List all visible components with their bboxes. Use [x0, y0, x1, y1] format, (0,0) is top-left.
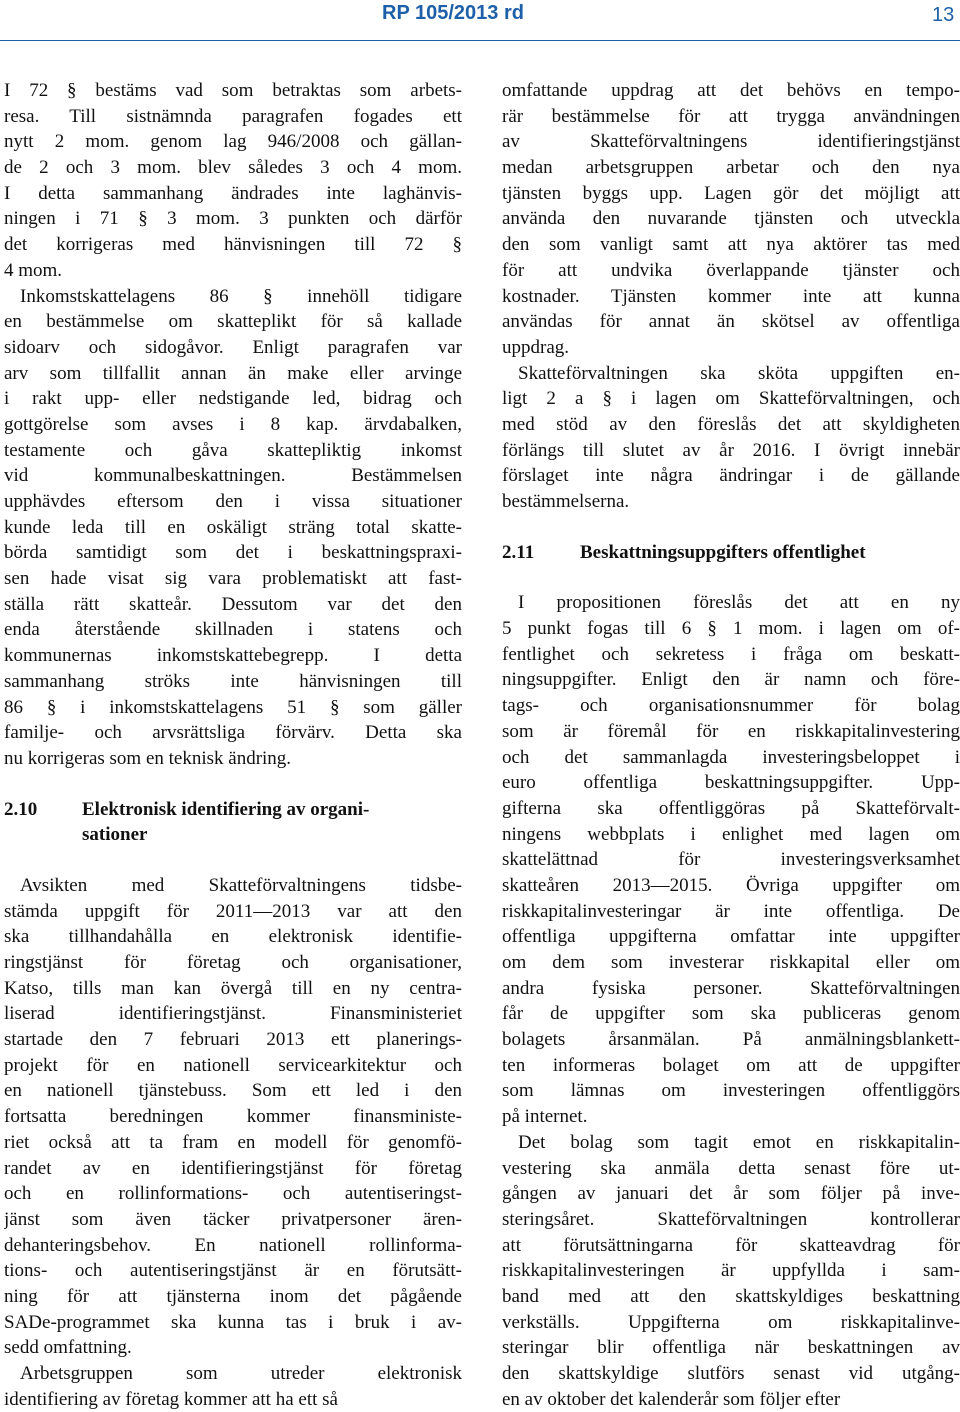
text-line: vid kommunalbeskattningen. Bestämmelsen [4, 465, 462, 487]
text-line: ska tillhandahålla en elektronisk identifie- [4, 926, 462, 948]
right-section-body [502, 590, 960, 1412]
section-gap [4, 772, 462, 797]
page-number: 13 [932, 4, 955, 26]
text-line: fentlighet och sekretess i fråga om beskatt- [502, 643, 960, 665]
section-heading-2-11 [502, 540, 960, 566]
text-line: SADe-programmet ska kunna tas i bruk i av- [4, 1311, 462, 1333]
text-line: ningsuppgifter. Enligt den är namn och före- [502, 669, 960, 691]
text-line: förlängs till slutet av år 2016. I övrigt innebär [502, 439, 960, 461]
right-paragraphs [502, 78, 960, 515]
text-line: gottgörelse som avses i 8 kap. ärvdabalken, [4, 413, 462, 435]
text-line: sedd omfattning. [4, 1337, 132, 1359]
text-line: fortsatta beredningen kommer finansministe- [4, 1106, 462, 1128]
text-line: användas för annat än skötsel av offentliga [502, 311, 960, 333]
text-line: tjänsten byggs upp. Lagen gör det möjligt att [502, 182, 960, 204]
text-line: ning för att tjänsterna inom det pågående [4, 1285, 462, 1307]
text-line: sen hade visat sig vara problematiskt att fast- [4, 568, 462, 590]
header-divider [0, 40, 960, 41]
text-line: uppdrag. [502, 336, 570, 358]
left-paragraphs [4, 78, 462, 772]
section-title: Elektronisk identifiering av organi- [82, 798, 370, 820]
text-line: testamente och gåva skattepliktig inkomst [4, 439, 462, 461]
text-line: den som vanligt samt att nya aktörer tas med [502, 234, 960, 256]
text-line: och en rollinformations- och autentiseringst- [4, 1183, 462, 1205]
text-line: skatteåren 2013—2015. Övriga uppgifter om [502, 874, 960, 896]
text-line: ringstjänst för företag och organisationer, [4, 952, 462, 973]
text-line: kunde leda till en oskäligt sträng total skatte- [4, 516, 462, 538]
text-line: startade den 7 februari 2013 ett planerings- [4, 1029, 462, 1051]
text-line: av Skatteförvaltningens identifieringstjänst [502, 131, 960, 153]
text-line: Avsikten med Skatteförvaltningens tidsbe- [20, 874, 462, 896]
text-line: förslaget inte några ändringar i de gällande [502, 465, 960, 487]
text-line: det korrigeras med hänvisningen till 72 § [4, 234, 462, 256]
text-line: riskkapitalinvesteringen är uppfyllda i sam- [502, 1260, 960, 1282]
section-gap [502, 565, 960, 590]
text-line: I detta sammanhang ändrades inte laghänvis- [4, 182, 462, 204]
text-line: I 72 § bestäms vad som betraktas som arbets- [4, 80, 462, 101]
text-line: med stöd av den föreslås det att skyldigheten [502, 413, 960, 435]
text-line: använda den nuvarande tjänsten och utveckla [502, 208, 960, 230]
text-line: randet av en identifieringstjänst för företag [4, 1157, 462, 1179]
text-line: en av oktober det kalenderår som följer efter [502, 1388, 841, 1410]
text-line: får de uppgifter som ska publiceras genom [502, 1003, 960, 1025]
text-line: riskkapitalinvesteringar är inte offentliga. De [502, 900, 960, 922]
text-line: 4 mom. [4, 259, 63, 281]
section-heading-2-10 [4, 797, 462, 823]
text-line: kostnader. Tjänsten kommer inte att kunna [502, 285, 960, 307]
section-title-continued: sationer [82, 824, 148, 846]
text-line: börda samtidigt som det i beskattningspraxi- [4, 542, 462, 564]
text-line: 5 punkt fogas till 6 § 1 mom. i lagen om of- [502, 618, 960, 640]
text-line: som är föremål för en riskkapitalinvestering [502, 720, 960, 742]
text-line: den skattskyldige slutförs senast vid utgång- [502, 1363, 960, 1384]
left-column [4, 78, 462, 1412]
document-title: RP 105/2013 rd [382, 2, 524, 24]
text-line: bolagets årsanmälan. På anmälningsblankett- [502, 1029, 960, 1051]
text-line: en bestämmelse om skatteplikt för så kallade [4, 311, 462, 333]
text-line: tags- och organisationsnummer för bolag [502, 695, 960, 717]
left-section-body [4, 873, 462, 1412]
text-line: gifterna ska offentliggöras på Skatteförvalt- [502, 797, 960, 819]
text-line: och det sammanlagda investeringsbeloppet i [502, 746, 960, 768]
text-line: verkställs. Uppgifterna om riskkapitalinve- [502, 1311, 960, 1333]
text-line: steringar blir offentliga när beskattningen av [502, 1337, 960, 1359]
text-line: för att undvika överlappande tjänster och [502, 259, 960, 281]
text-line: kommunernas inkomstskattebegrepp. I detta [4, 645, 462, 667]
text-line: skattelättnad för investeringsverksamhet [502, 849, 960, 871]
text-line: I propositionen föreslås det att en ny [518, 592, 960, 614]
text-line: ningens webbplats i enlighet med lagen om [502, 823, 960, 845]
text-line: nu korrigeras som en teknisk ändring. [4, 747, 292, 769]
text-line: enda återstående skillnaden i statens och [4, 619, 462, 641]
text-line: en nationell tjänstebuss. Som ett led i den [4, 1080, 462, 1102]
text-line: stämda uppgift för 2011—2013 var att den [4, 900, 462, 922]
text-line: dehanteringsbehov. En nationell rollinforma- [4, 1234, 462, 1256]
text-line: ställa rätt skatteår. Dessutom var det den [4, 593, 462, 615]
text-line: sammanhang ströks inte hänvisningen till [4, 670, 462, 692]
text-line: Arbetsgruppen som utreder elektronisk [20, 1363, 462, 1384]
text-line: ningen i 71 § 3 mom. 3 punkten och därför [4, 208, 462, 230]
text-line: gången av januari det år som följer på inve- [502, 1183, 960, 1205]
text-line: att förutsättningarna för skatteavdrag för [502, 1234, 960, 1256]
text-line: 86 § i inkomstskattelagens 51 § som gäller [4, 696, 462, 718]
text-line: riet också att ta fram en modell för genomfö- [4, 1131, 462, 1153]
section-gap [502, 515, 960, 540]
page-header [0, 2, 960, 42]
text-line: euro offentliga beskattningsuppgifter. Upp- [502, 772, 960, 794]
section-number: 2.11 [502, 541, 535, 563]
text-line: omfattande uppdrag att det behövs en tempo- [502, 80, 960, 101]
text-line: arv som tillfallit annan än make eller arvinge [4, 362, 462, 384]
text-line: de 2 och 3 mom. blev således 3 och 4 mom. [4, 157, 462, 179]
section-gap [4, 848, 462, 873]
text-line: offentliga uppgifterna omfattar inte uppgifter [502, 926, 960, 948]
text-line: projekt för en nationell servicearkitektur och [4, 1054, 462, 1076]
text-line: bestämmelserna. [502, 491, 630, 512]
text-line: Inkomstskattelagens 86 § innehöll tidigare [20, 285, 462, 307]
text-line: medan arbetsgruppen arbetar och den nya [502, 157, 960, 179]
text-line: vestering ska anmäla detta senast före ut- [502, 1157, 960, 1179]
text-line: i rakt upp- eller nedstigande led, bidrag och [4, 388, 462, 410]
section-heading-2-10-cont [4, 822, 462, 848]
text-line: om dem som investerar riskkapital eller om [502, 952, 960, 973]
section-number: 2.10 [4, 798, 38, 820]
text-line: tions- och autentiseringstjänst är en förutsätt- [4, 1260, 462, 1282]
text-line: band med att den skattskyldiges beskattning [502, 1285, 960, 1307]
section-title: Beskattningsuppgifters offentlighet [580, 541, 866, 563]
text-line: resa. Till sistnämnda paragrafen fogades ett [4, 105, 462, 127]
text-line: Det bolag som tagit emot en riskkapitalin- [518, 1131, 960, 1153]
text-line: identifiering av företag kommer att ha ett så [4, 1388, 338, 1410]
text-line: ligt 2 a § i lagen om Skatteförvaltningen, och [502, 388, 960, 410]
right-column [502, 78, 960, 1412]
text-line: Katso, tills man kan övergå till en ny centra- [4, 977, 462, 999]
text-line: nytt 2 mom. genom lag 946/2008 och gällan- [4, 131, 462, 153]
text-line: ten informeras bolaget om att de uppgifter [502, 1054, 960, 1076]
text-line: steringsåret. Skatteförvaltningen kontrollerar [502, 1208, 960, 1230]
text-line: liserad identifieringstjänst. Finansministeriet [4, 1003, 462, 1025]
text-line: andra fysiska personer. Skatteförvaltningen [502, 977, 960, 999]
text-line: som lämnas om investeringen offentliggörs [502, 1080, 960, 1102]
text-line: sidoarv och sidogåvor. Enligt paragrafen var [4, 336, 462, 358]
text-line: Skatteförvaltningen ska sköta uppgiften en- [518, 362, 960, 384]
text-line: på internet. [502, 1106, 588, 1128]
text-line: jänst som även täcker privatpersoner ären- [4, 1208, 462, 1230]
text-line: upphävdes eftersom den i vissa situationer [4, 491, 462, 512]
text-line: rär bestämmelse för att trygga användningen [502, 105, 960, 127]
text-line: familje- och arvsrättsliga förvärv. Detta ska [4, 722, 462, 744]
